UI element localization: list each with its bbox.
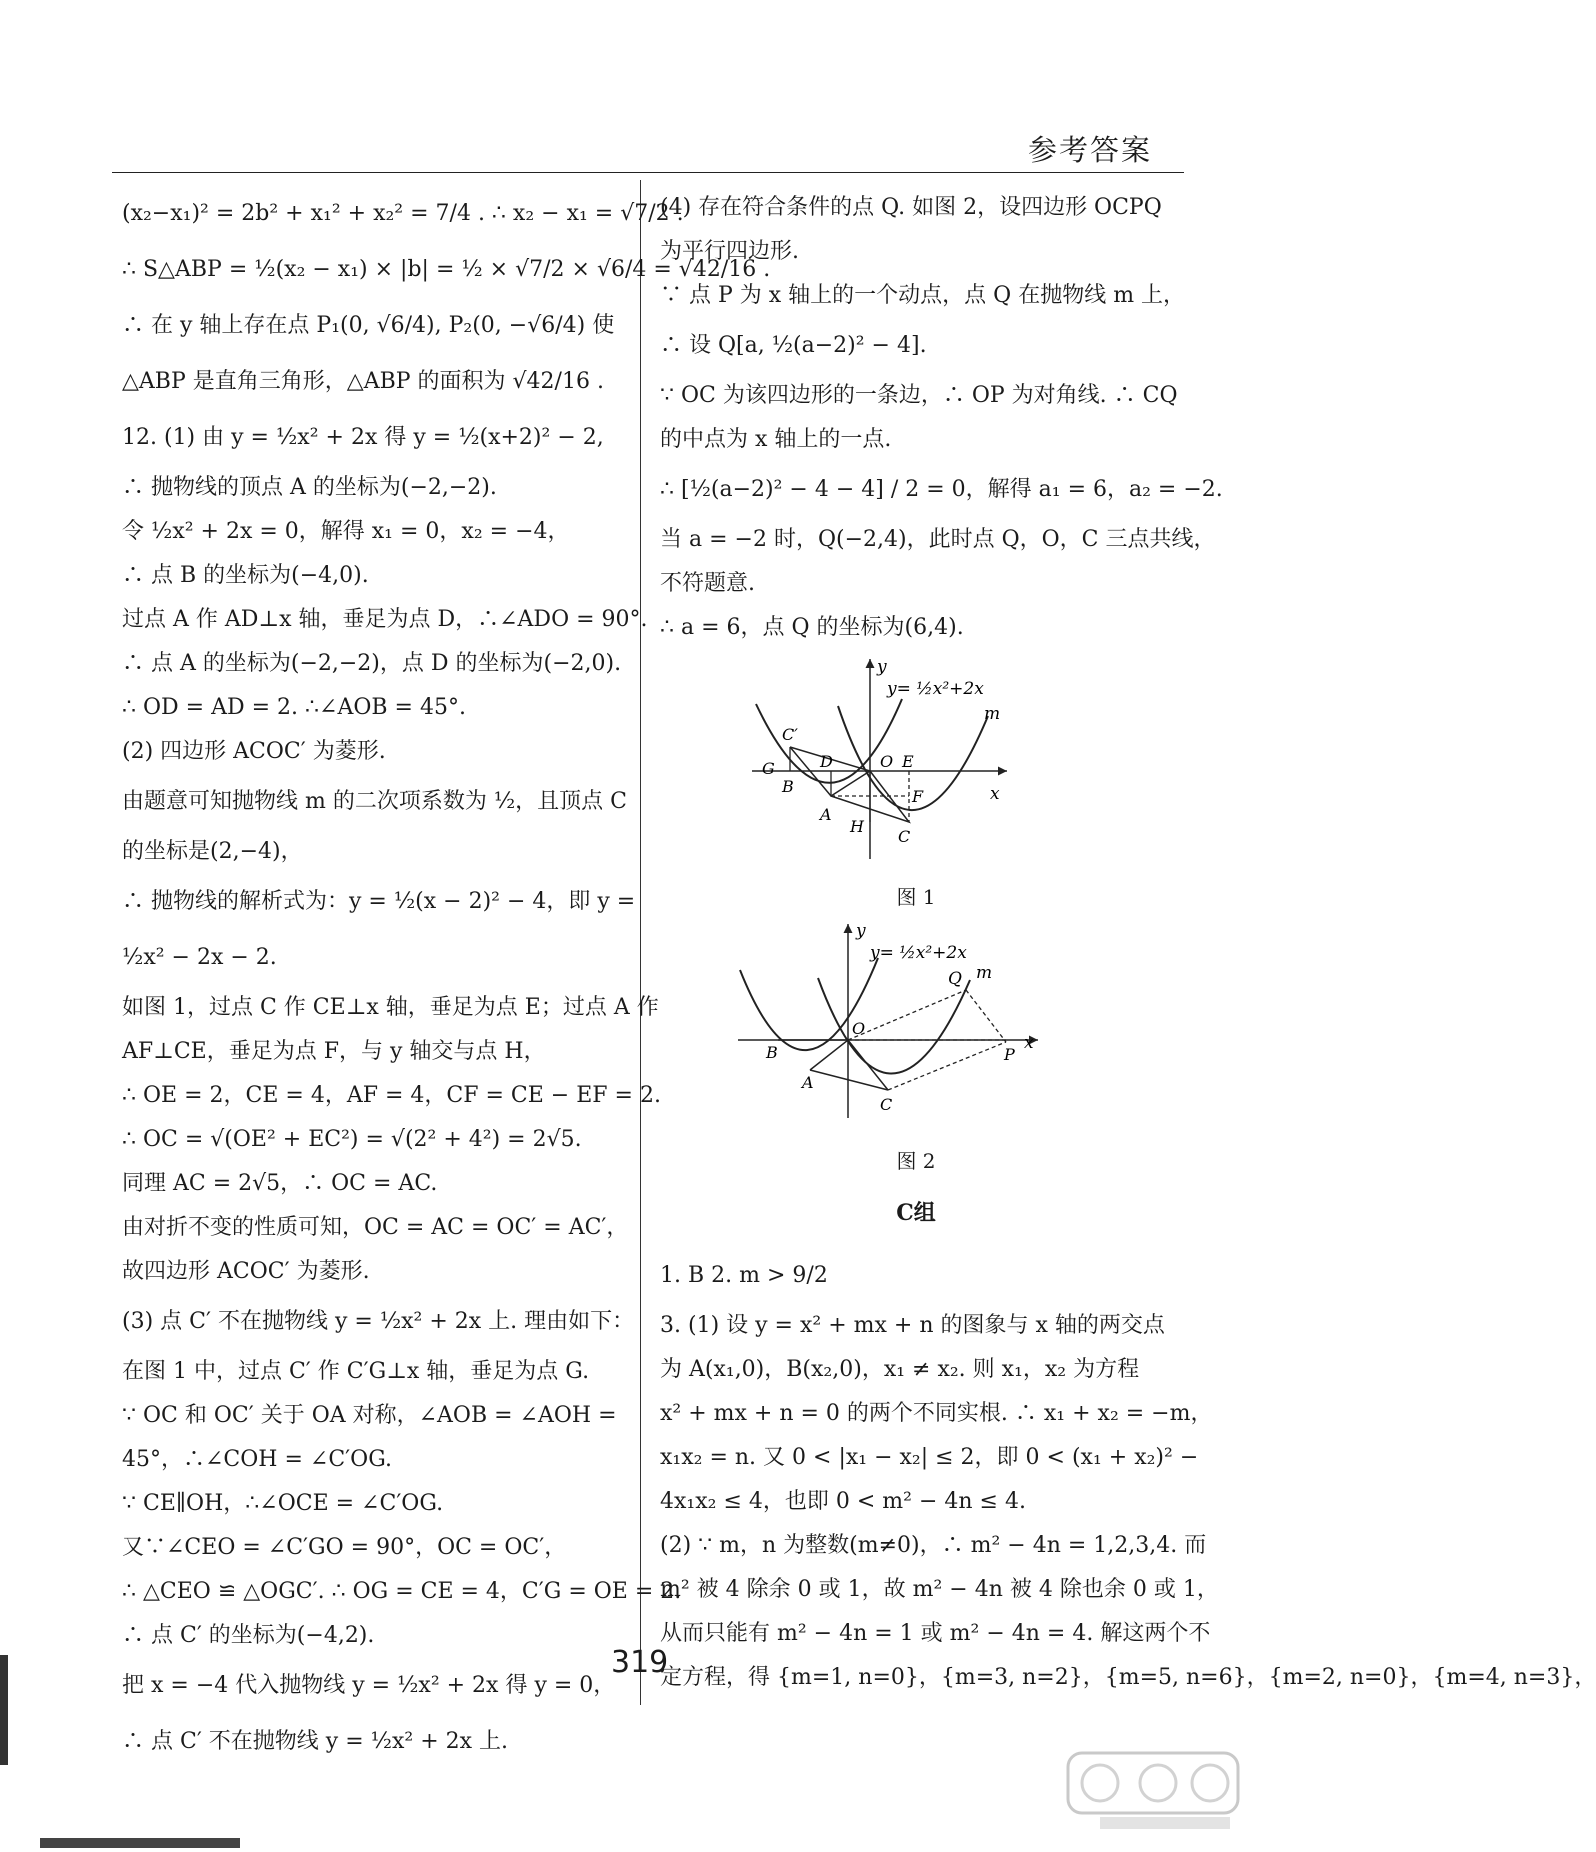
scan-edge-mark xyxy=(0,1655,8,1765)
scan-bottom-mark xyxy=(40,1838,240,1848)
text-line: 的坐标是(2,−4)， xyxy=(122,839,303,864)
text-line: (2) ∵ m，n 为整数(m≠0)，∴ m² − 4n = 1,2,3,4. 而 xyxy=(660,1533,1207,1558)
fig2-label-p: P xyxy=(1004,1045,1015,1064)
text-line: ∴ 点 C′ 不在抛物线 y = ½x² + 2x 上. xyxy=(122,1729,509,1754)
page-header-title: 参考答案 xyxy=(1027,133,1152,167)
text-line: 不符题意. xyxy=(660,571,755,596)
text-line: ∵ OC 为该四边形的一条边，∴ OP 为对角线. ∴ CQ xyxy=(660,383,1178,408)
text-line: 如图 1，过点 C 作 CE⊥x 轴，垂足为点 E；过点 A 作 xyxy=(122,995,659,1020)
fig1-label-g: G xyxy=(762,759,775,778)
text-line: ∴ 点 A 的坐标为(−2,−2)，点 D 的坐标为(−2,0). xyxy=(122,651,622,676)
fig1-label-e: E xyxy=(902,752,914,771)
figure-2 xyxy=(738,918,1172,1178)
text-line: ∴ 设 Q[a, ½(a−2)² − 4]. xyxy=(660,333,927,358)
fig2-label-a: A xyxy=(802,1073,814,1092)
header-rule xyxy=(112,172,1184,173)
fig1-equation: y= ½x²+2x xyxy=(887,679,984,699)
section-c-title: C组 xyxy=(896,1200,936,1226)
column-divider xyxy=(640,180,641,1705)
text-line: ∴ 在 y 轴上存在点 P₁(0, √6/4), P₂(0, −√6/4) 使 xyxy=(122,313,615,338)
fig1-label-c-prime: C′ xyxy=(782,725,798,744)
fig1-label-h: H xyxy=(850,817,864,836)
text-line: ∵ CE∥OH，∴∠OCE = ∠C′OG. xyxy=(122,1491,444,1516)
text-line: 当 a = −2 时，Q(−2,4)，此时点 Q，O，C 三点共线， xyxy=(660,527,1216,552)
text-line: 故四边形 ACOC′ 为菱形. xyxy=(122,1259,370,1284)
text-line: ∵ OC 和 OC′ 关于 OA 对称，∠AOB = ∠AOH = xyxy=(122,1403,617,1428)
parabola-m xyxy=(818,978,970,1074)
text-line: 过点 A 作 AD⊥x 轴，垂足为点 D，∴∠ADO = 90°. xyxy=(122,607,648,632)
text-line: ∴ S△ABP = ½(x₂ − x₁) × |b| = ½ × √7/2 × √6/4 = √42/16 . xyxy=(122,257,771,282)
text-line: ∴ a = 6，点 Q 的坐标为(6,4). xyxy=(660,615,964,640)
text-line: 定方程，得 {m=1, n=0}，{m=3, n=2}，{m=5, n=6}，{m=2, n=0}，{m=4, n=3}， xyxy=(660,1665,1596,1690)
text-line: 3. (1) 设 y = x² + mx + n 的图象与 x 轴的两交点 xyxy=(660,1313,1165,1338)
text-line: 的中点为 x 轴上的一点. xyxy=(660,427,892,452)
text-line: 4x₁x₂ ≤ 4，也即 0 < m² − 4n ≤ 4. xyxy=(660,1489,1026,1514)
figure-1-diagram xyxy=(752,654,1052,864)
text-line: (4) 存在符合条件的点 Q. 如图 2，设四边形 OCPQ xyxy=(660,195,1162,220)
text-line: 为平行四边形. xyxy=(660,239,799,264)
text-line: ∵ 点 P 为 x 轴上的一个动点，点 Q 在抛物线 m 上， xyxy=(660,283,1186,308)
text-line: (x₂−x₁)² = 2b² + x₁² + x₂² = 7/4 . ∴ x₂ − x₁ = √7/2 . xyxy=(122,201,684,226)
figure-1-caption: 图 1 xyxy=(896,885,936,909)
text-line: △ABP 是直角三角形，△ABP 的面积为 √42/16 . xyxy=(122,369,604,394)
text-line: 在图 1 中，过点 C′ 作 C′G⊥x 轴，垂足为点 G. xyxy=(122,1359,590,1384)
text-line: ∴ OC = √(OE² + EC²) = √(2² + 4²) = 2√5. xyxy=(122,1127,582,1152)
text-line: 由对折不变的性质可知，OC = AC = OC′ = AC′， xyxy=(122,1215,629,1240)
text-line: 把 x = −4 代入抛物线 y = ½x² + 2x 得 y = 0， xyxy=(122,1673,616,1698)
text-line: 令 ½x² + 2x = 0，解得 x₁ = 0，x₂ = −4， xyxy=(122,519,570,544)
text-line: 45°，∴∠COH = ∠C′OG. xyxy=(122,1447,392,1472)
right-column xyxy=(660,186,1596,1700)
text-line: 1. B 2. m > 9/2 xyxy=(660,1263,828,1288)
text-line: (2) 四边形 ACOC′ 为菱形. xyxy=(122,739,386,764)
text-line: AF⊥CE，垂足为点 F，与 y 轴交与点 H， xyxy=(122,1039,546,1064)
text-line: ∴ 抛物线的解析式为：y = ½(x − 2)² − 4，即 y = xyxy=(122,889,636,914)
text-line: m² 被 4 除余 0 或 1，故 m² − 4n 被 4 除也余 0 或 1， xyxy=(660,1577,1219,1602)
text-line: ∴ [½(a−2)² − 4 − 4] / 2 = 0，解得 a₁ = 6，a₂ = −2. xyxy=(660,477,1223,502)
figure-1 xyxy=(752,654,1172,914)
text-line: (3) 点 C′ 不在抛物线 y = ½x² + 2x 上. 理由如下： xyxy=(122,1309,635,1334)
text-line: ∴ 抛物线的顶点 A 的坐标为(−2,−2). xyxy=(122,475,497,500)
text-line: 为 A(x₁,0)，B(x₂,0)，x₁ ≠ x₂. 则 x₁，x₂ 为方程 xyxy=(660,1357,1140,1382)
fig1-label-o: O xyxy=(880,752,894,771)
text-line: x² + mx + n = 0 的两个不同实根. ∴ x₁ + x₂ = −m， xyxy=(660,1401,1213,1426)
fig1-label-a: A xyxy=(820,805,832,824)
text-line: 同理 AC = 2√5，∴ OC = AC. xyxy=(122,1171,438,1196)
page-number: 319 xyxy=(611,1645,669,1680)
fig2-label-y: y xyxy=(856,921,866,941)
fig2-label-m: m xyxy=(976,963,993,983)
text-line: ∴ △CEO ≌ △OGC′. ∴ OG = CE = 4，C′G = OE = 2. xyxy=(122,1579,682,1604)
text-line: ∴ 点 B 的坐标为(−4,0). xyxy=(122,563,369,588)
text-line: 12. (1) 由 y = ½x² + 2x 得 y = ½(x+2)² − 2, xyxy=(122,425,604,450)
fig1-label-d: D xyxy=(820,752,833,771)
text-line: ½x² − 2x − 2. xyxy=(122,945,277,970)
fig1-label-f: F xyxy=(912,787,924,806)
fig2-label-c: C xyxy=(880,1095,893,1114)
fig1-label-m: m xyxy=(984,704,1001,724)
fig2-label-b: B xyxy=(766,1043,778,1062)
fig1-label-b: B xyxy=(782,777,794,796)
fig2-label-o: O xyxy=(852,1019,866,1038)
figure-2-diagram xyxy=(738,918,1058,1128)
fig2-label-q: Q xyxy=(948,969,962,989)
text-line: 又∵∠CEO = ∠C′GO = 90°，OC = OC′， xyxy=(122,1535,567,1560)
fig1-label-c: C xyxy=(898,827,911,846)
text-line: 从而只能有 m² − 4n = 1 或 m² − 4n = 4. 解这两个不 xyxy=(660,1621,1211,1646)
fig2-equation: y= ½x²+2x xyxy=(870,943,967,963)
text-line: 由题意可知抛物线 m 的二次项系数为 ½，且顶点 C xyxy=(122,789,627,814)
text-line: ∴ OD = AD = 2. ∴∠AOB = 45°. xyxy=(122,695,466,720)
fig1-label-x: x xyxy=(990,784,1000,804)
watermark-logo xyxy=(1060,1745,1250,1835)
figure-2-caption: 图 2 xyxy=(896,1149,936,1173)
text-line: ∴ 点 C′ 的坐标为(−4,2). xyxy=(122,1623,375,1648)
text-line: x₁x₂ = n. 又 0 < |x₁ − x₂| ≤ 2，即 0 < (x₁ + x₂)² − xyxy=(660,1445,1199,1470)
fig1-label-y: y xyxy=(877,657,887,677)
text-line: ∴ OE = 2，CE = 4，AF = 4，CF = CE − EF = 2. xyxy=(122,1083,661,1108)
fig2-label-x: x xyxy=(1024,1033,1034,1053)
